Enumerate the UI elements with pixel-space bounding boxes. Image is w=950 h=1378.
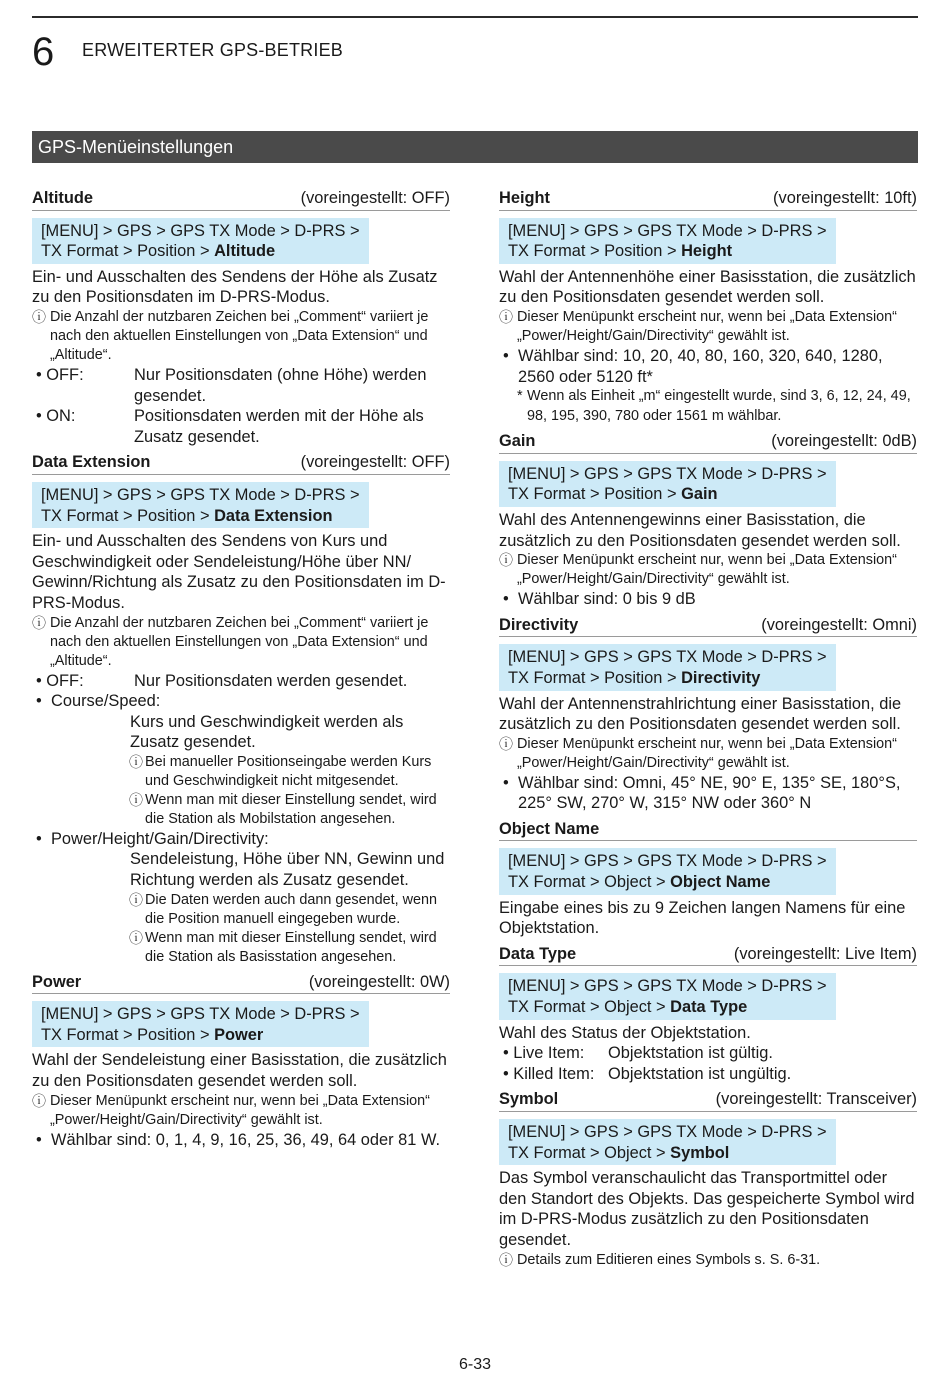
setting-title: Object Name: [499, 819, 600, 838]
right-column: [499, 188, 917, 1275]
info-icon: ⓘ: [129, 791, 143, 808]
info-note: ⓘ Dieser Menüpunkt erscheint nur, wenn bei „Data Extension“ „Power/Height/Gain/Directivity“ gewählt ist.: [499, 308, 897, 344]
info-note: ⓘ Dieser Menüpunkt erscheint nur, wenn bei „Data Extension“ „Power/Height/Gain/Directivity“ gewählt ist.: [499, 735, 897, 771]
option-detail: Sendeleistung, Höhe über NN, Gewinn und Richtung werden als Zusatz gesendet.: [130, 850, 445, 890]
option-item: • Live Item: Objektstation ist gültig.: [503, 1044, 773, 1063]
menu-path: [MENU] > GPS > GPS TX Mode > D-PRS > TX Format > Position > Directivity: [499, 644, 836, 690]
info-icon: ⓘ: [499, 1251, 513, 1268]
info-icon: ⓘ: [129, 891, 143, 908]
section-title: GPS-Menüeinstellungen: [38, 137, 234, 157]
info-note: ⓘ Details zum Editieren eines Symbols s. S. 6-31.: [499, 1251, 821, 1268]
info-note: ⓘ Dieser Menüpunkt erscheint nur, wenn bei „Data Extension“ „Power/Height/Gain/Directivity“ gewählt ist.: [499, 552, 897, 588]
symbol-section: [499, 1089, 917, 1269]
default-value: (voreingestellt: Omni): [761, 615, 917, 634]
menu-path: [MENU] > GPS > GPS TX Mode > D-PRS > TX Format > Position > Gain: [499, 461, 836, 507]
description: Ein- und Ausschalten des Sendens der Höhe als Zusatz zu den Positionsdaten im D-PRS-Modus.: [32, 267, 438, 307]
info-note: ⓘ Die Anzahl der nutzbaren Zeichen bei „Comment“ variiert je nach den aktuellen Einstellungen von „Data Extension“ und „Altitude“.: [32, 308, 429, 363]
setting-title: Directivity: [499, 615, 579, 634]
setting-title: Altitude: [32, 189, 94, 207]
info-icon: ⓘ: [499, 552, 513, 569]
option-item: • Wählbar sind: 10, 20, 40, 80, 160, 320, 640, 1280, 2560 oder 5120 ft*: [503, 346, 883, 386]
setting-title: Gain: [499, 432, 536, 451]
gain-section: [499, 431, 917, 610]
info-note: ⓘ Die Anzahl der nutzbaren Zeichen bei „Comment“ variiert je nach den aktuellen Einstellungen von „Data Extension“ und „Altitude“.: [32, 614, 429, 669]
info-note: ⓘ Bei manueller Positionseingabe werden Kurs und Geschwindigkeit nicht mitgesendet.: [129, 753, 432, 789]
section-header: [499, 944, 917, 967]
description: Ein- und Ausschalten des Sendens von Kurs und Geschwindigkeit oder Sendeleistung/Höhe über NN/ Gewinn/Richtung als Zusatz zu den Positionsdaten im D-PRS-Modus.: [32, 532, 446, 612]
default-value: (voreingestellt: Live Item): [733, 944, 917, 963]
info-note: ⓘ Dieser Menüpunkt erscheint nur, wenn bei „Data Extension“ „Power/Height/Gain/Directivity“ gewählt ist.: [32, 1092, 430, 1128]
info-note: ⓘ Wenn man mit dieser Einstellung sendet, wird die Station als Basisstation angesehen.: [129, 929, 437, 965]
default-value: (voreingestellt: OFF): [300, 189, 450, 207]
option-item: • Killed Item: Objektstation ist ungültig.: [503, 1064, 792, 1083]
option-item: • Wählbar sind: 0, 1, 4, 9, 16, 25, 36, 49, 64 oder 81 W.: [36, 1130, 441, 1149]
setting-title: Height: [499, 189, 550, 207]
menu-path: [MENU] > GPS > GPS TX Mode > D-PRS > TX Format > Object > Symbol: [499, 1119, 836, 1165]
chapter-title: ERWEITERTER GPS-BETRIEB: [82, 40, 343, 60]
menu-path: [MENU] > GPS > GPS TX Mode > D-PRS > TX Format > Object > Data Type: [499, 973, 836, 1019]
info-icon: ⓘ: [32, 308, 46, 325]
section-header: [499, 1089, 917, 1112]
section-header: [499, 819, 917, 842]
default-value: (voreingestellt: 0W): [308, 972, 450, 991]
info-icon: ⓘ: [499, 735, 513, 752]
description: Das Symbol veranschaulicht das Transportmittel oder den Standort des Objekts. Das gespeicherte Symbol wird im D-PRS-Modus zusätzlich zu den Positionsdaten gesendet.: [499, 1169, 915, 1249]
menu-path: [MENU] > GPS > GPS TX Mode > D-PRS > TX Format > Position > Altitude: [32, 218, 369, 264]
info-icon: ⓘ: [32, 1092, 46, 1109]
section-header: [32, 188, 450, 211]
default-value: (voreingestellt: Transceiver): [715, 1090, 917, 1109]
setting-title: Data Type: [499, 944, 577, 963]
setting-title: Symbol: [499, 1090, 559, 1109]
description: Wahl der Antennenstrahlrichtung einer Basisstation, die zusätzlich zu den Positionsdaten gesendet werden soll.: [499, 694, 902, 734]
option-item: • Wählbar sind: Omni, 45° NE, 90° E, 135° SE, 180°S, 225° SW, 270° W, 315° NW oder 360° N: [503, 773, 901, 813]
default-value: (voreingestellt: 0dB): [771, 432, 917, 451]
option-detail: Kurs und Geschwindigkeit werden als Zusatz gesendet.: [130, 712, 404, 752]
directivity-section: [499, 615, 917, 814]
height-section: [499, 188, 917, 426]
section-header: [32, 972, 450, 995]
setting-title: Power: [32, 972, 82, 991]
left-column: [32, 188, 450, 1155]
description: Wahl der Antennenhöhe einer Basisstation, die zusätzlich zu den Positionsdaten gesendet werden soll.: [499, 267, 916, 307]
info-icon: ⓘ: [129, 929, 143, 946]
section-bar: [32, 131, 918, 163]
data-type-section: [499, 944, 917, 1085]
section-header: [499, 615, 917, 638]
description: Eingabe eines bis zu 9 Zeichen langen Namens für eine Objektstation.: [499, 898, 906, 938]
chapter-number: 6: [32, 30, 55, 74]
object-name-section: [499, 819, 917, 939]
option-item: • OFF: Nur Positionsdaten werden gesendet.: [36, 671, 408, 690]
data-extension-section: [32, 452, 450, 966]
info-note: ⓘ Wenn man mit dieser Einstellung sendet, wird die Station als Mobilstation angesehen.: [129, 791, 437, 827]
description: Wahl des Status der Objektstation.: [499, 1023, 751, 1042]
default-value: (voreingestellt: 10ft): [773, 189, 917, 207]
menu-path: [MENU] > GPS > GPS TX Mode > D-PRS > TX Format > Position > Power: [32, 1001, 369, 1047]
header-rule: [32, 16, 918, 18]
info-icon: ⓘ: [129, 753, 143, 770]
default-value: (voreingestellt: OFF): [300, 453, 450, 472]
option-item: • Power/Height/Gain/Directivity:: [36, 829, 269, 848]
description: Wahl der Sendeleistung einer Basisstation, die zusätzlich zu den Positionsdaten gesendet werden soll.: [32, 1051, 447, 1091]
option-item: • Wählbar sind: 0 bis 9 dB: [503, 590, 696, 609]
setting-title: Data Extension: [32, 453, 151, 472]
altitude-section: [32, 188, 450, 447]
page-number: 6-33: [458, 1356, 492, 1373]
option-item: • ON: Positionsdaten werden mit der Höhe als Zusatz gesendet.: [36, 407, 424, 446]
info-note: ⓘ Die Daten werden auch dann gesendet, wenn die Position manuell eingegeben wurde.: [129, 891, 438, 927]
info-icon: ⓘ: [32, 614, 46, 631]
option-item: • Course/Speed:: [36, 692, 161, 711]
description: Wahl des Antennengewinns einer Basisstation, die zusätzlich zu den Positionsdaten gesendet werden soll.: [499, 510, 901, 550]
footnote: * Wenn als Einheit „m“ eingestellt wurde, sind 3, 6, 12, 24, 49, 98, 195, 390, 780 oder 1561 m wählbar.: [517, 388, 911, 424]
section-header: [499, 188, 917, 211]
section-header: [32, 452, 450, 475]
menu-path: [MENU] > GPS > GPS TX Mode > D-PRS > TX Format > Object > Object Name: [499, 848, 836, 894]
power-section: [32, 972, 450, 1151]
menu-path: [MENU] > GPS > GPS TX Mode > D-PRS > TX Format > Position > Height: [499, 218, 836, 264]
info-icon: ⓘ: [499, 308, 513, 325]
option-item: • OFF: Nur Positionsdaten (ohne Höhe) werden gesendet.: [36, 365, 427, 405]
menu-path: [MENU] > GPS > GPS TX Mode > D-PRS > TX Format > Position > Data Extension: [32, 482, 369, 528]
section-header: [499, 431, 917, 454]
